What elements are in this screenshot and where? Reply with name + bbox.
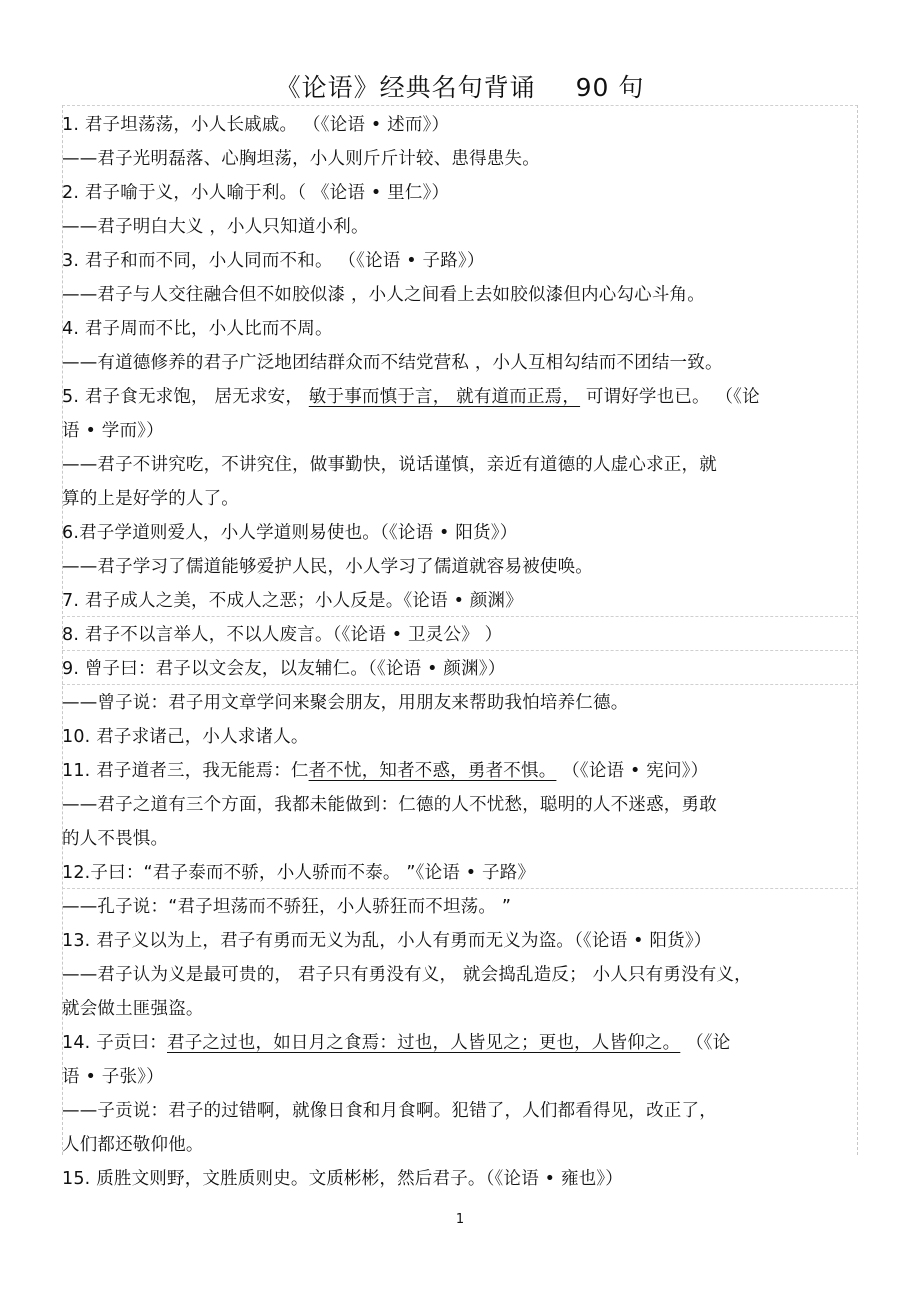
line-text: 5. 君子食无求饱， 居无求安， bbox=[62, 387, 309, 407]
line-text: 4. 君子周而不比，小人比而不周。 bbox=[62, 319, 333, 339]
line-text: ——君子不讲究吃，不讲究住，做事勤快，说话谨慎，亲近有道德的人虚心求正，就 bbox=[62, 455, 717, 475]
underlined-text: 君子之过也，如日月之食焉：过也，人皆见之；更也，人皆仰之。 bbox=[167, 1033, 681, 1053]
quote-line bbox=[62, 856, 862, 890]
explanation-line bbox=[62, 550, 862, 584]
explanation-line bbox=[62, 346, 862, 380]
line-text: 15. 质胜文则野，文胜质则史。文质彬彬，然后君子。（《论语 • 雍也》） bbox=[62, 1169, 623, 1189]
line-text: ——君子明白大义 ，小人只知道小利。 bbox=[62, 217, 369, 237]
explanation-line bbox=[62, 686, 862, 720]
quote-line bbox=[62, 924, 862, 958]
line-text: 语 • 子张》） bbox=[62, 1067, 164, 1087]
explanation-line bbox=[62, 958, 862, 992]
explanation-line-continued bbox=[62, 822, 862, 856]
line-text: ——曾子说：君子用文章学问来聚会朋友，用朋友来帮助我怕培养仁德。 bbox=[62, 693, 629, 713]
quote-list bbox=[62, 108, 862, 1196]
border-top bbox=[62, 105, 858, 106]
line-text: 7. 君子成人之美，不成人之恶；小人反是。《论语 • 颜渊》 bbox=[62, 591, 523, 611]
line-text: 1. 君子坦荡荡，小人长戚戚。 （《论语 • 述而》） bbox=[62, 115, 450, 135]
line-text: ——君子认为义是最可贵的， 君子只有勇没有义， 就会捣乱造反； 小人只有勇没有义， bbox=[62, 965, 752, 985]
quote-line bbox=[62, 618, 862, 652]
quote-line bbox=[62, 176, 862, 210]
line-text: 9. 曾子曰：君子以文会友，以友辅仁。（《论语 • 颜渊》） bbox=[62, 659, 506, 679]
line-text: 算的上是好学的人了。 bbox=[62, 489, 239, 509]
quote-line bbox=[62, 1162, 862, 1196]
explanation-line bbox=[62, 210, 862, 244]
line-text: 就会做土匪强盗。 bbox=[62, 999, 204, 1019]
quote-line bbox=[62, 754, 862, 788]
line-text: 的人不畏惧。 bbox=[62, 829, 169, 849]
line-text: ——君子学习了儒道能够爱护人民，小人学习了儒道就容易被使唤。 bbox=[62, 557, 593, 577]
line-text: （《论语 • 宪问》） bbox=[556, 761, 709, 781]
line-text: 6.君子学道则爱人，小人学道则易使也。（《论语 • 阳货》） bbox=[62, 523, 518, 543]
line-text: 13. 君子义以为上，君子有勇而无义为乱，小人有勇而无义为盗。（《论语 • 阳货》） bbox=[62, 931, 712, 951]
underlined-text: 敏于事而慎于言， 就有道而正焉， bbox=[308, 387, 581, 407]
line-text: ——君子光明磊落、心胸坦荡，小人则斤斤计较、患得患失。 bbox=[62, 149, 540, 169]
page-number: 1 bbox=[455, 1212, 465, 1227]
line-text: 3. 君子和而不同，小人同而不和。 （《论语 • 子路》） bbox=[62, 251, 485, 271]
explanation-line bbox=[62, 1094, 862, 1128]
explanation-line-continued bbox=[62, 482, 862, 516]
line-text: ——孔子说：“君子坦荡而不骄狂，小人骄狂而不坦荡。 ” bbox=[62, 897, 512, 917]
line-text: 可谓好学也已。 （《论 bbox=[580, 387, 760, 407]
line-text: 12.子曰：“君子泰而不骄，小人骄而不泰。 ”《论语 • 子路》 bbox=[62, 863, 536, 883]
document-title bbox=[0, 72, 920, 104]
line-text: ——君子之道有三个方面，我都未能做到：仁德的人不忧愁，聪明的人不迷惑，勇敢 bbox=[62, 795, 717, 815]
explanation-line-continued bbox=[62, 1128, 862, 1162]
explanation-line bbox=[62, 278, 862, 312]
explanation-line bbox=[62, 448, 862, 482]
quote-line-continued bbox=[62, 414, 862, 448]
quote-line-continued bbox=[62, 1060, 862, 1094]
quote-line bbox=[62, 516, 862, 550]
line-text: 10. 君子求诸己，小人求诸人。 bbox=[62, 727, 309, 747]
quote-line bbox=[62, 720, 862, 754]
line-text: 2. 君子喻于义，小人喻于利。（ 《论语 • 里仁》） bbox=[62, 183, 450, 203]
line-text: ——子贡说：君子的过错啊，就像日食和月食啊。犯错了，人们都看得见，改正了， bbox=[62, 1101, 717, 1121]
quote-line bbox=[62, 1026, 862, 1060]
line-text: 11. 君子道者三，我无能焉：仁 bbox=[62, 761, 309, 781]
underlined-text: 者不忧，知者不惑，勇者不惧。 bbox=[308, 761, 557, 781]
title-count: 90 句 bbox=[575, 73, 645, 102]
explanation-line bbox=[62, 788, 862, 822]
explanation-line-continued bbox=[62, 992, 862, 1026]
quote-line bbox=[62, 380, 862, 414]
line-text: ——有道德修养的君子广泛地团结群众而不结党营私 ，小人互相勾结而不团结一致。 bbox=[62, 353, 723, 373]
quote-line bbox=[62, 652, 862, 686]
line-text: （《论 bbox=[680, 1033, 731, 1053]
quote-line bbox=[62, 312, 862, 346]
explanation-line bbox=[62, 142, 862, 176]
quote-line bbox=[62, 108, 862, 142]
quote-line bbox=[62, 244, 862, 278]
line-text: 语 • 学而》） bbox=[62, 421, 164, 441]
line-text: 人们都还敬仰他。 bbox=[62, 1135, 204, 1155]
explanation-line bbox=[62, 890, 862, 924]
quote-line bbox=[62, 584, 862, 618]
line-text: 14. 子贡曰： bbox=[62, 1033, 167, 1053]
line-text: 8. 君子不以言举人，不以人废言。（《论语 • 卫灵公》 ） bbox=[62, 625, 503, 645]
line-text: ——君子与人交往融合但不如胶似漆 ，小人之间看上去如胶似漆但内心勾心斗角。 bbox=[62, 285, 705, 305]
title-main: 《论语》经典名句背诵 bbox=[275, 73, 536, 102]
